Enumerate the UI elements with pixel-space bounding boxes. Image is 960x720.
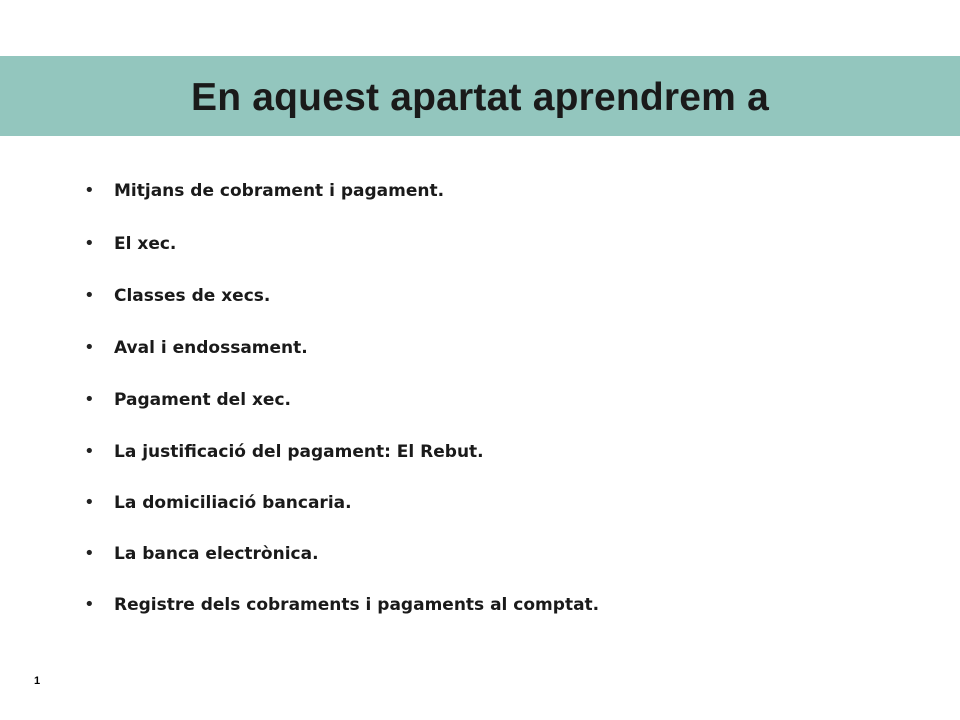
bullet-item-aval — [84, 338, 884, 368]
bullet-text: Pagament del xec. — [114, 390, 291, 410]
bullet-icon: • — [84, 492, 95, 513]
bullet-item-banca — [84, 544, 884, 574]
bullet-item-domiciliacio — [84, 493, 884, 523]
bullet-icon: • — [84, 543, 95, 564]
bullet-text: Classes de xecs. — [114, 286, 271, 306]
bullet-text: El xec. — [114, 234, 177, 254]
bullet-icon: • — [84, 389, 95, 410]
bullet-icon: • — [84, 285, 95, 306]
bullet-text: La justificació del pagament: El Rebut. — [114, 442, 484, 462]
bullet-item-xec — [84, 234, 884, 264]
bullet-item-registre — [84, 595, 884, 625]
bullet-icon: • — [84, 180, 95, 201]
bullet-item-classes — [84, 286, 884, 316]
page-number: 1 — [34, 675, 41, 687]
bullet-icon: • — [84, 594, 95, 615]
bullet-text: Aval i endossament. — [114, 338, 308, 358]
bullet-icon: • — [84, 337, 95, 358]
bullet-item-pagament — [84, 390, 884, 420]
bullet-icon: • — [84, 233, 95, 254]
bullet-item-justificacio — [84, 442, 884, 472]
title-band — [0, 56, 960, 136]
bullet-icon: • — [84, 441, 95, 462]
slide-title: En aquest apartat aprendrem a — [191, 76, 769, 119]
bullet-text: Registre dels cobraments i pagaments al comptat. — [114, 595, 600, 615]
bullet-text: La domiciliació bancaria. — [114, 493, 352, 513]
bullet-text: La banca electrònica. — [114, 544, 319, 564]
bullet-text: Mitjans de cobrament i pagament. — [114, 181, 445, 201]
bullet-item-mitjans — [84, 181, 884, 211]
